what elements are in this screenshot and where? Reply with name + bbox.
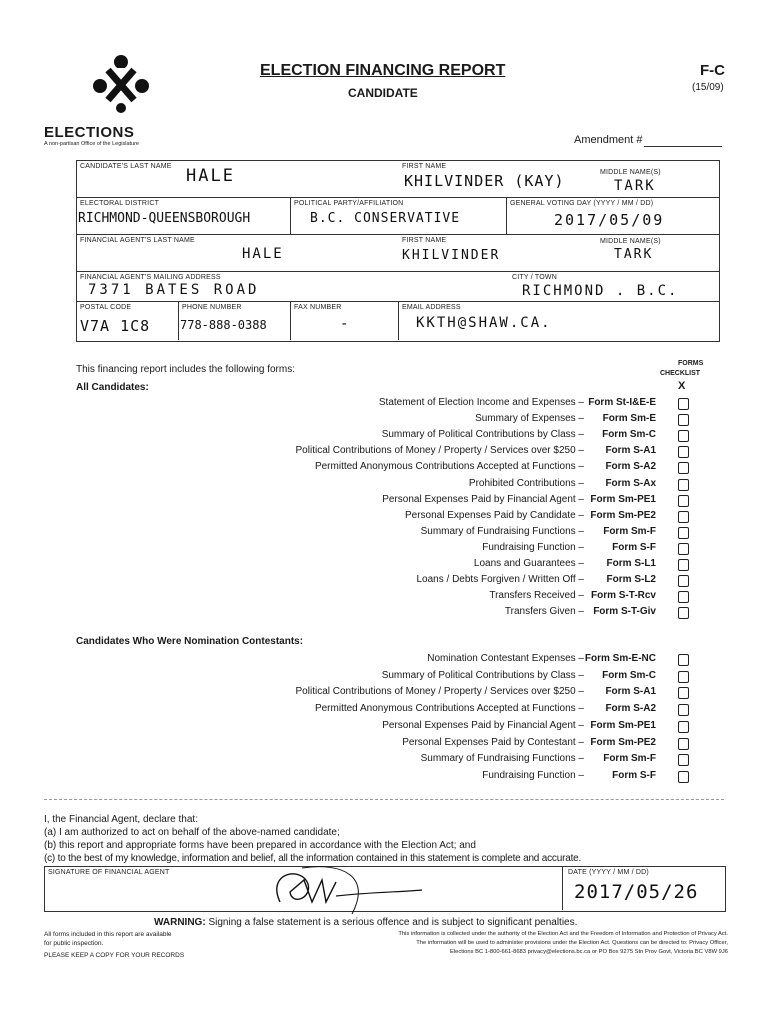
- form-checkbox[interactable]: [678, 738, 689, 750]
- footer-left-1: All forms included in this report are available: [44, 931, 172, 938]
- form-checkbox[interactable]: [678, 687, 689, 699]
- form-description: Statement of Election Income and Expenses –: [378, 397, 584, 408]
- org-tagline: A non-partisan Office of the Legislature: [44, 141, 139, 147]
- candidate-last-name-label: CANDIDATE'S LAST NAME: [80, 163, 172, 170]
- candidate-first-name[interactable]: KHILVINDER (KAY): [404, 172, 565, 190]
- form-code: Form Sm-C: [602, 669, 656, 681]
- elections-logo-icon: [86, 48, 156, 118]
- amendment-field[interactable]: [644, 146, 722, 147]
- form-code: Form St-I&E-E: [588, 397, 656, 408]
- signature-icon: [262, 862, 432, 918]
- declaration-line-2: (a) I am authorized to act on behalf of the above-named candidate;: [44, 827, 340, 838]
- form-description: Personal Expenses Paid by Financial Agent –: [382, 719, 584, 731]
- form-description: Political Contributions of Money / Property / Services over $250 –: [295, 445, 584, 457]
- form-code: Form S-F: [612, 541, 656, 553]
- form-checkbox[interactable]: [678, 543, 689, 555]
- candidate-middle-name-label: MIDDLE NAME(S): [600, 169, 661, 176]
- checklist-label-2: CHECKLIST: [660, 370, 701, 377]
- nomination-heading: Candidates Who Were Nomination Contestants:: [76, 636, 304, 647]
- form-description: Transfers Given –: [504, 606, 584, 618]
- form-row: [70, 429, 720, 445]
- footer-right-3: Elections BC 1-800-661-8683 privacy@elections.bc.ca or PO Box 9275 Stn Prov Govt, Victoria BC V8W 9J6: [449, 949, 728, 955]
- form-description: Summary of Expenses –: [475, 413, 584, 425]
- elections-logo: [86, 48, 156, 118]
- signature-drawing: [262, 862, 432, 923]
- form-description: Permitted Anonymous Contributions Accepted at Functions –: [314, 703, 584, 715]
- form-code: Form Sm-PE1: [590, 719, 656, 731]
- agent-last-name[interactable]: HALE: [242, 246, 284, 262]
- form-code: Form Sm-PE2: [590, 736, 656, 748]
- form-checkbox[interactable]: [678, 446, 689, 458]
- form-description: Summary of Political Contributions by Class –: [381, 669, 584, 681]
- form-description: Nomination Contestant Expenses –: [427, 653, 584, 664]
- candidate-first-name-label: FIRST NAME: [402, 163, 447, 170]
- form-row: [70, 653, 720, 669]
- form-code: Form Sm-PE1: [590, 493, 656, 505]
- form-checkbox[interactable]: [678, 654, 689, 666]
- email[interactable]: KKTH@SHAW.CA.: [416, 315, 552, 331]
- form-row: [70, 753, 720, 769]
- form-row: [70, 703, 720, 719]
- form-description: Fundraising Function –: [482, 541, 584, 553]
- form-description: Personal Expenses Paid by Candidate –: [404, 509, 584, 521]
- form-description: Loans / Debts Forgiven / Written Off –: [416, 574, 584, 586]
- form-row: [70, 478, 720, 494]
- form-code: Form S-T-Rcv: [590, 590, 656, 602]
- form-checkbox[interactable]: [678, 559, 689, 571]
- form-checkbox[interactable]: [678, 771, 689, 783]
- form-checkbox[interactable]: [678, 607, 689, 619]
- warning-label: WARNING:: [154, 917, 206, 928]
- form-code: Form S-A2: [605, 461, 656, 473]
- amendment-label: Amendment #: [574, 134, 643, 146]
- form-row: [70, 558, 720, 574]
- footer-right-1: This information is collected under the authority of the Election Act and the Freedom of Information and Protection of Privacy Act.: [398, 931, 728, 937]
- form-code: Form S-L2: [606, 574, 656, 586]
- form-checkbox[interactable]: [678, 671, 689, 683]
- checklist-x: X: [678, 380, 686, 392]
- form-checkbox[interactable]: [678, 575, 689, 587]
- form-code: Form Sm-F: [603, 753, 656, 765]
- footer-right-2: The information will be used to administer provisions under the Election Act. Questions can be directed to: Privacy Officer,: [416, 940, 728, 946]
- form-description: Prohibited Contributions –: [468, 477, 584, 489]
- footer-left-3: PLEASE KEEP A COPY FOR YOUR RECORDS: [44, 952, 185, 959]
- form-code: Form S-L1: [606, 558, 656, 569]
- voting-day[interactable]: 2017/05/09: [554, 211, 665, 229]
- form-code: Form S-A1: [605, 445, 656, 457]
- agent-middle-name-label: MIDDLE NAME(S): [600, 238, 661, 245]
- form-code: Form Sm-E-NC: [584, 653, 656, 664]
- forms-intro: This financing report includes the following forms:: [76, 364, 295, 375]
- postal-code[interactable]: V7A 1C8: [80, 317, 151, 335]
- agent-last-name-label: FINANCIAL AGENT'S LAST NAME: [80, 237, 195, 244]
- form-row: [70, 397, 720, 413]
- form-code: Form Sm-PE2: [590, 509, 656, 521]
- email-label: EMAIL ADDRESS: [402, 304, 461, 311]
- agent-address[interactable]: 7371 BATES ROAD: [88, 282, 260, 298]
- footer-left-2: for public inspection.: [44, 940, 104, 947]
- form-description: Loans and Guarantees –: [473, 558, 584, 569]
- electoral-district-label: ELECTORAL DISTRICT: [80, 200, 160, 207]
- form-row: [70, 445, 720, 461]
- form-row: [70, 461, 720, 477]
- phone[interactable]: 778-888-0388: [180, 318, 267, 332]
- form-row: [70, 494, 720, 510]
- agent-address-label: FINANCIAL AGENT'S MAILING ADDRESS: [80, 274, 221, 281]
- form-row: [70, 670, 720, 686]
- form-checkbox[interactable]: [678, 495, 689, 507]
- form-row: [70, 770, 720, 786]
- form-description: Summary of Fundraising Functions –: [420, 753, 584, 765]
- form-row: [70, 413, 720, 429]
- declaration-line-3: (b) this report and appropriate forms have been prepared in accordance with the Election Act; and: [44, 840, 476, 851]
- form-code: Form S-T-Giv: [593, 606, 656, 618]
- warning-text: Signing a false statement is a serious offence and is subject to significant penalties.: [208, 917, 578, 928]
- declaration-line-1: I, the Financial Agent, declare that:: [44, 814, 198, 825]
- form-checkbox[interactable]: [678, 591, 689, 603]
- electoral-district[interactable]: RICHMOND-QUEENSBOROUGH: [78, 211, 251, 226]
- form-row: [70, 526, 720, 542]
- form-code: F-C: [700, 62, 725, 79]
- form-description: Summary of Fundraising Functions –: [420, 525, 584, 537]
- form-checkbox[interactable]: [678, 479, 689, 491]
- form-row: [70, 590, 720, 606]
- form-code: Form S-A1: [605, 686, 656, 698]
- form-description: Permitted Anonymous Contributions Accepted at Functions –: [314, 461, 584, 473]
- form-checkbox[interactable]: [678, 704, 689, 716]
- form-row: [70, 542, 720, 558]
- form-checkbox[interactable]: [678, 527, 689, 539]
- date-label: DATE (YYYY / MM / DD): [568, 869, 649, 876]
- city-label: CITY / TOWN: [512, 274, 557, 281]
- form-checkbox[interactable]: [678, 462, 689, 474]
- form-row: [70, 574, 720, 590]
- form-code: Form S-F: [612, 769, 656, 781]
- form-code: Form S-Ax: [605, 477, 656, 489]
- signature-date[interactable]: 2017/05/26: [574, 881, 699, 903]
- fax-label: FAX NUMBER: [294, 304, 342, 311]
- voting-day-label: GENERAL VOTING DAY (YYYY / MM / DD): [510, 200, 654, 207]
- form-description: Summary of Political Contributions by Class –: [381, 429, 584, 441]
- form-description: Transfers Received –: [489, 590, 584, 602]
- form-description: Political Contributions of Money / Property / Services over $250 –: [295, 686, 584, 698]
- form-checkbox[interactable]: [678, 430, 689, 442]
- checklist-label-1: FORMS: [678, 360, 704, 367]
- candidate-last-name[interactable]: HALE: [186, 166, 235, 186]
- signature-label: SIGNATURE OF FINANCIAL AGENT: [48, 869, 170, 876]
- agent-first-name-label: FIRST NAME: [402, 237, 447, 244]
- form-row: [70, 686, 720, 702]
- form-checkbox[interactable]: [678, 754, 689, 766]
- city[interactable]: RICHMOND . B.C.: [522, 283, 679, 299]
- form-row: [70, 720, 720, 736]
- form-description: Personal Expenses Paid by Contestant –: [402, 736, 584, 748]
- org-name: ELECTIONS: [44, 124, 135, 141]
- party-label: POLITICAL PARTY/AFFILIATION: [294, 200, 404, 207]
- phone-label: PHONE NUMBER: [182, 304, 242, 311]
- party[interactable]: B.C. CONSERVATIVE: [310, 211, 461, 226]
- form-description: Personal Expenses Paid by Financial Agent –: [382, 493, 584, 505]
- form-checkbox[interactable]: [678, 721, 689, 733]
- agent-first-name[interactable]: KHILVINDER: [402, 248, 501, 263]
- declaration-line-4: (c) to the best of my knowledge, information and belief, all the information contained in this statement is complete and accurate.: [44, 853, 582, 864]
- form-version: (15/09): [692, 82, 724, 93]
- form-code: Form Sm-E: [602, 413, 656, 425]
- form-row: [70, 510, 720, 526]
- form-checkbox[interactable]: [678, 398, 689, 410]
- report-title: ELECTION FINANCING REPORT: [260, 62, 506, 79]
- postal-code-label: POSTAL CODE: [80, 304, 132, 311]
- candidate-middle-name[interactable]: TARK: [614, 178, 656, 194]
- form-code: Form S-A2: [605, 703, 656, 715]
- form-checkbox[interactable]: [678, 414, 689, 426]
- warning: [154, 917, 577, 928]
- all-candidates-heading: All Candidates:: [76, 382, 149, 393]
- report-subtitle: CANDIDATE: [348, 86, 418, 100]
- fax[interactable]: -: [340, 316, 351, 332]
- form-code: Form Sm-F: [603, 525, 656, 537]
- form-row: [70, 606, 720, 622]
- form-checkbox[interactable]: [678, 511, 689, 523]
- form-description: Fundraising Function –: [482, 769, 584, 781]
- agent-middle-name[interactable]: TARK: [614, 247, 654, 262]
- form-row: [70, 737, 720, 753]
- form-code: Form Sm-C: [602, 429, 656, 441]
